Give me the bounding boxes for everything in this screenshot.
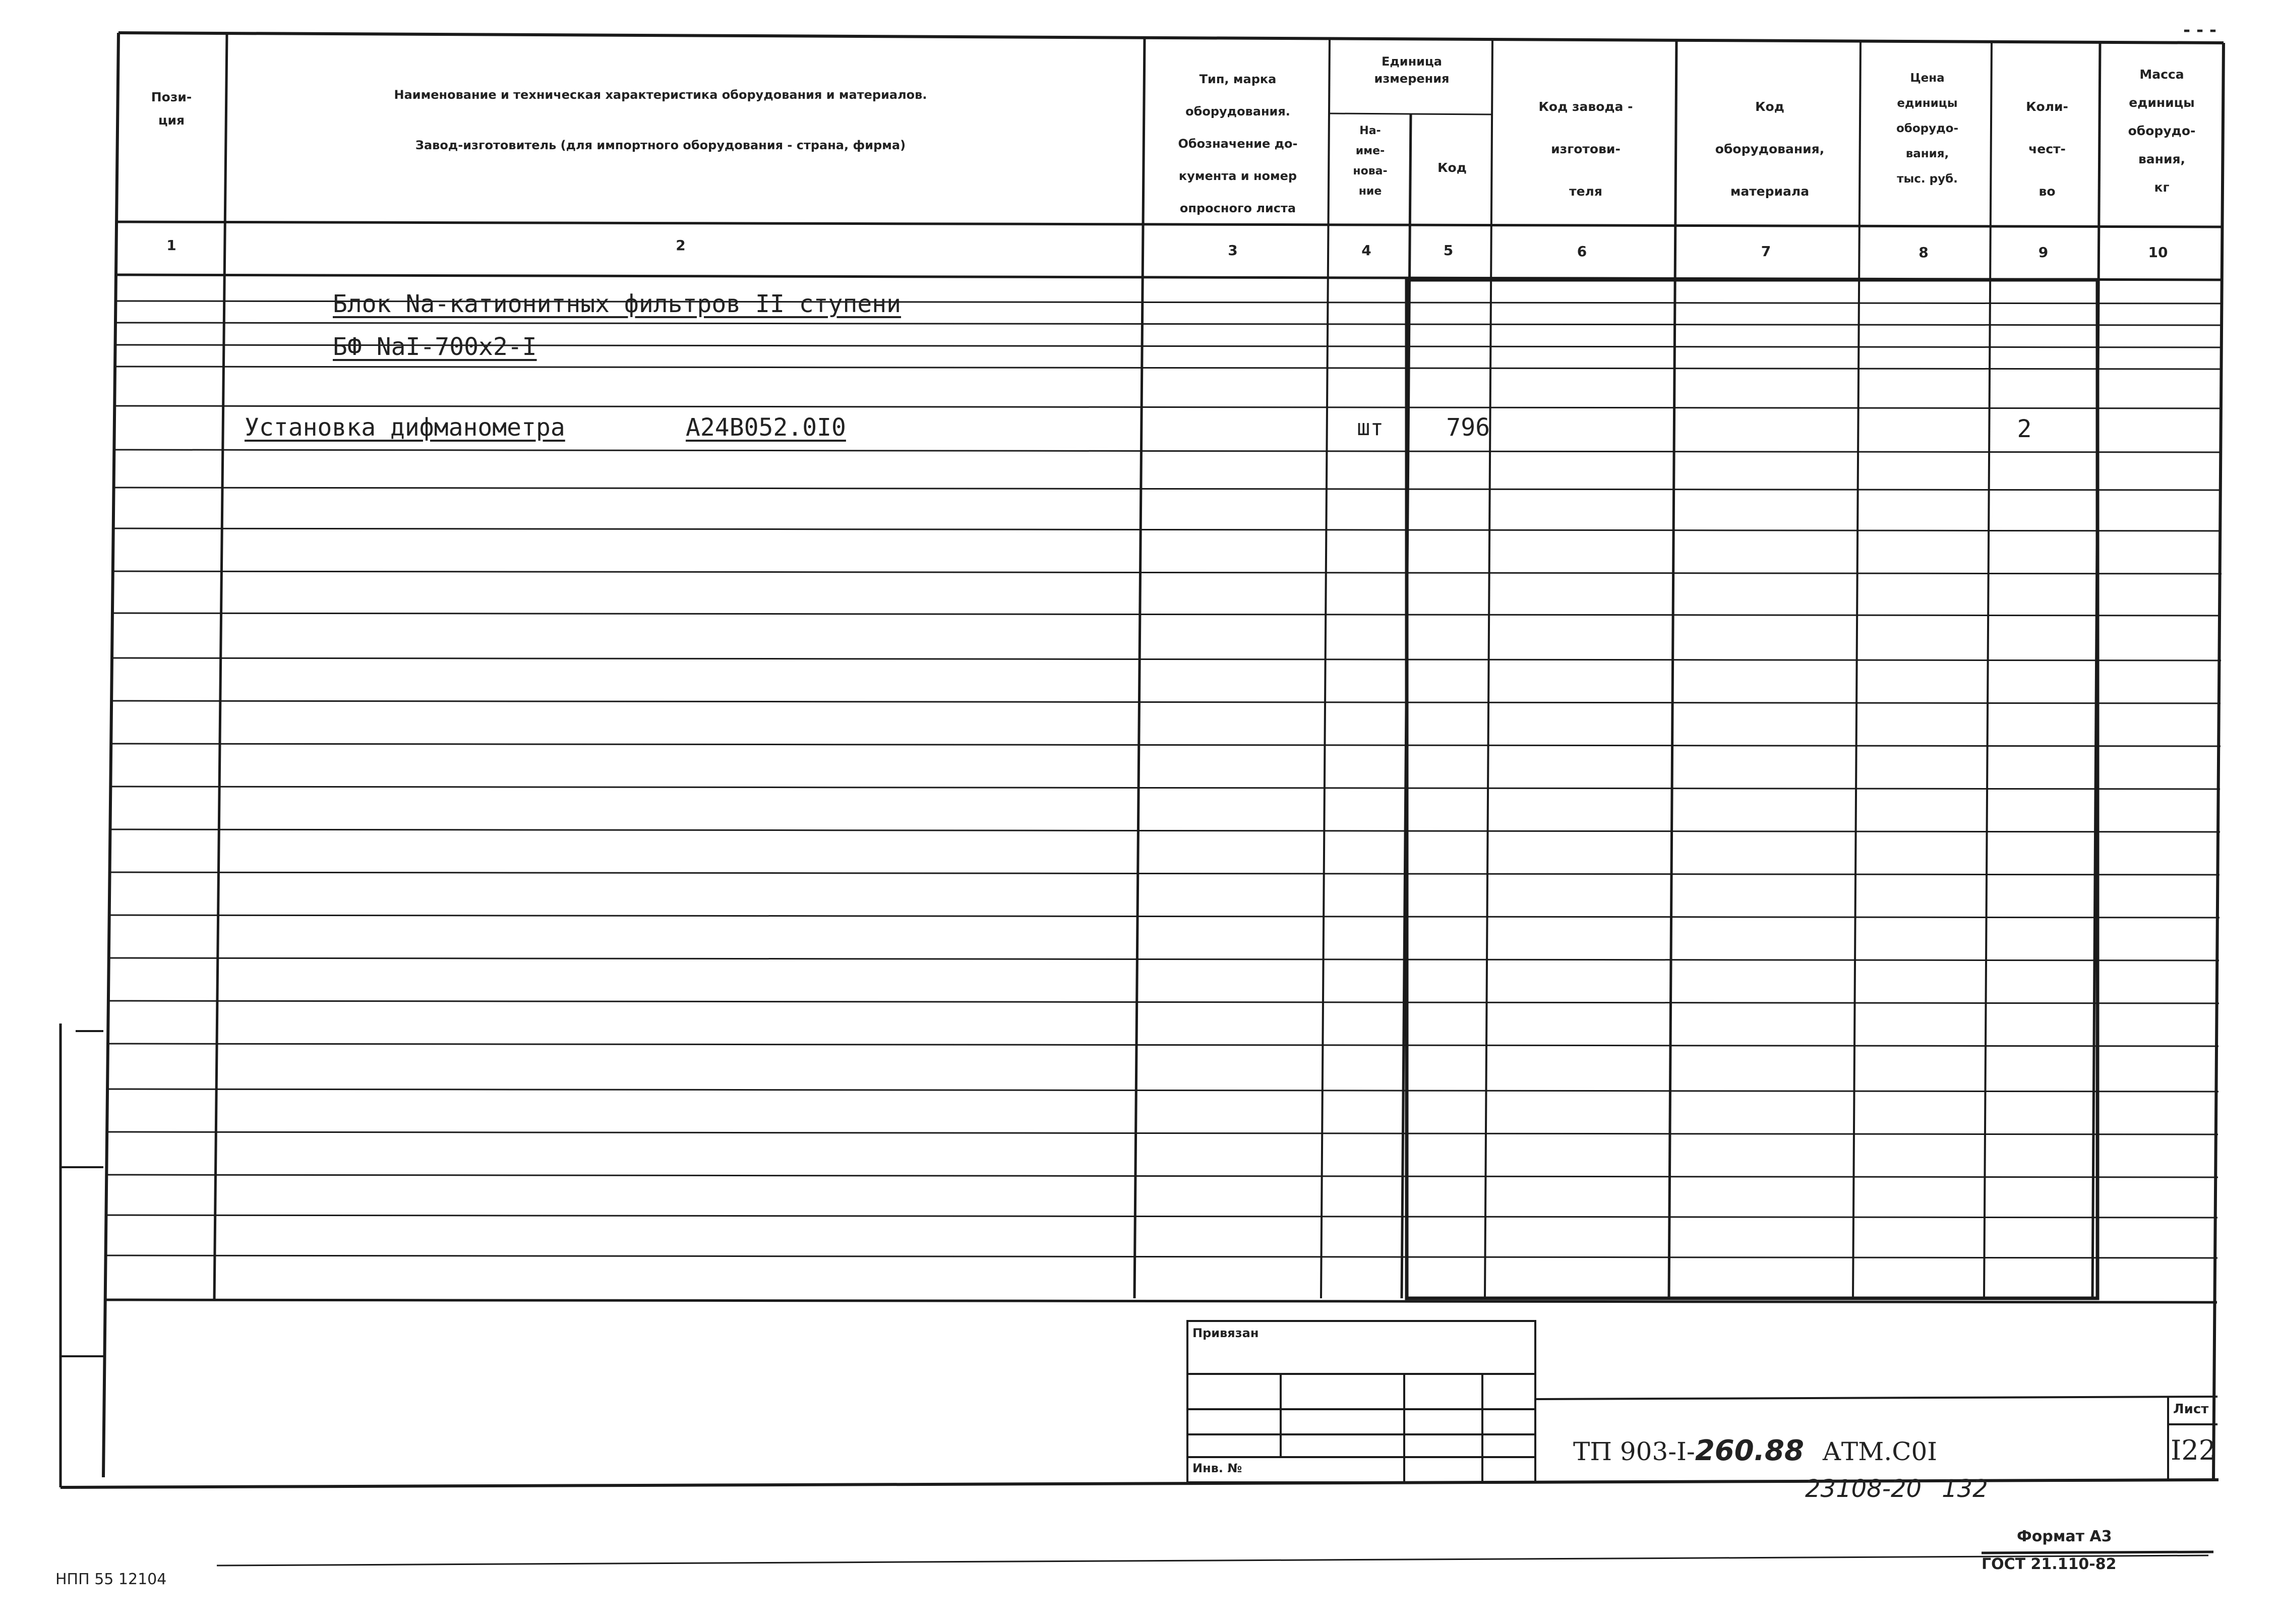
archive-number — [1805, 1475, 1988, 1503]
row-block-designation: БФ NaI-700х2-I — [333, 333, 537, 361]
col-num-2: 2 — [676, 237, 686, 254]
row-item-name: Установка дифманометра — [245, 413, 565, 442]
header-unit-name: На- име- нова- ние — [1353, 125, 1388, 198]
col-num-8: 8 — [1919, 244, 1929, 261]
format-label: Формат А3 — [2017, 1528, 2112, 1545]
header-equipment-code: Код оборудования, материала — [1715, 99, 1825, 199]
archive-number-sub: 132 — [1942, 1475, 1988, 1503]
col-num-4: 4 — [1361, 242, 1371, 259]
doc-number-suffix: АТМ.С0I — [1822, 1437, 1938, 1466]
sheet-number: I22 — [2171, 1434, 2216, 1466]
header-mass: Масса единицы оборудо- вания, кг — [2128, 67, 2196, 195]
gost-label: ГОСТ 21.110-82 — [1982, 1555, 2117, 1573]
header-type: Тип, марка оборудования. Обозначение до- кумента и номер опросного листа — [1178, 72, 1298, 215]
col-num-3: 3 — [1228, 242, 1238, 259]
row-item-unit: шт — [1357, 415, 1384, 441]
header-unit: Единица измерения — [1374, 54, 1450, 86]
doc-number-hand: 260.88 — [1695, 1434, 1804, 1467]
header-unit-code: Код — [1437, 160, 1467, 175]
print-code: НПП 55 12104 — [55, 1571, 167, 1588]
label-sheet: Лист — [2173, 1402, 2209, 1417]
header-manufacturer-code: Код завода - изготови- теля — [1538, 99, 1633, 199]
label-inv-no: Инв. № — [1192, 1461, 1242, 1475]
col-num-5: 5 — [1443, 242, 1454, 259]
doc-number-prefix: ТП 903-I- — [1573, 1437, 1695, 1466]
top-right-mark: - - - — [2183, 20, 2217, 40]
header-price: Цена единицы оборудо- вания, тыс. руб. — [1896, 72, 1959, 186]
row-item-doc: А24В052.0I0 — [686, 413, 846, 442]
col-num-9: 9 — [2038, 244, 2049, 261]
col-num-10: 10 — [2148, 244, 2168, 261]
col-num-6: 6 — [1577, 243, 1587, 260]
label-privyazan: Привязан — [1192, 1326, 1259, 1340]
header-name: Наименование и техническая характеристика оборудования и материалов. — [394, 88, 927, 102]
header-quantity: Коли- чест- во — [2026, 99, 2068, 199]
row-item-code: 796 — [1446, 413, 1490, 442]
archive-number-main: 23108-20 — [1805, 1475, 1922, 1503]
doc-number — [1573, 1434, 1937, 1467]
header-manufacturer: Завод-изготовитель (для импортного оборудования - страна, фирма) — [415, 138, 906, 152]
col-num-7: 7 — [1761, 243, 1771, 260]
header-position: Пози- ция — [151, 90, 192, 128]
col-num-1: 1 — [166, 237, 176, 254]
row-item-qty: 2 — [2017, 415, 2032, 443]
row-block-title: Блок Na-катионитных фильтров II ступени — [333, 290, 902, 318]
